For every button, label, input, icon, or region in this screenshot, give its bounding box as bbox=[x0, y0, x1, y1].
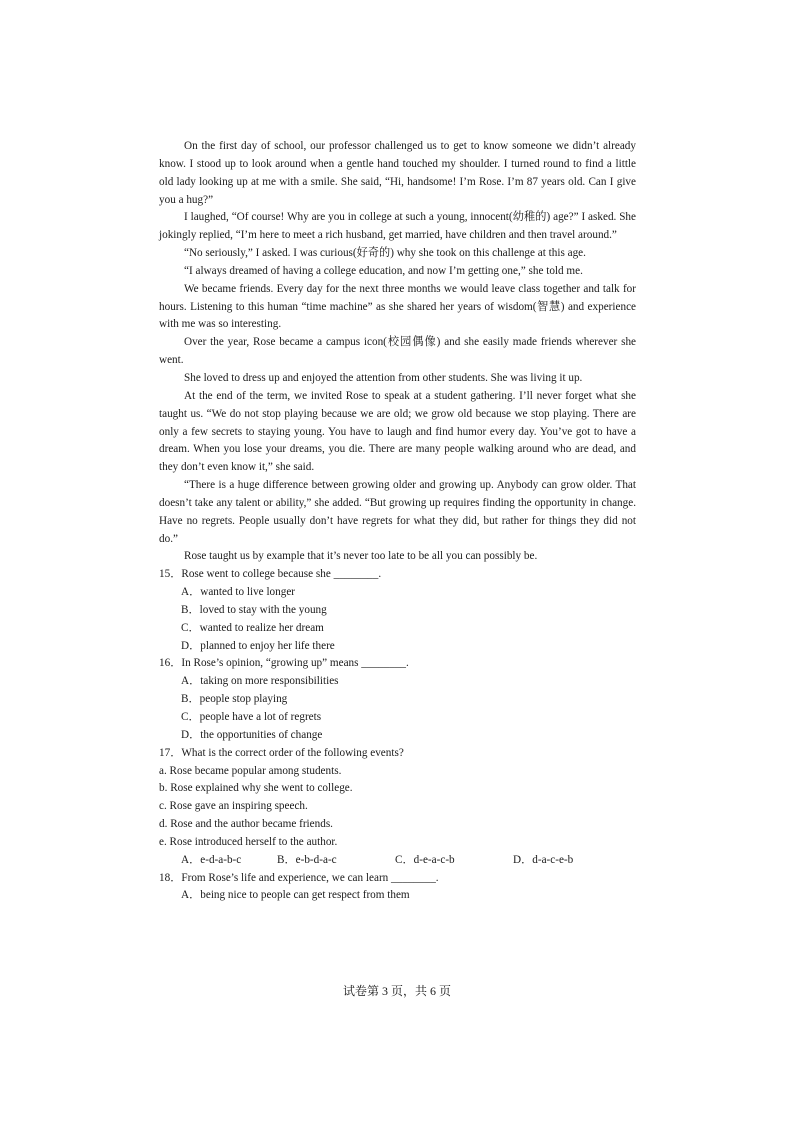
event-item: d. Rose and the author became friends. bbox=[159, 818, 333, 831]
question-15 bbox=[159, 566, 636, 655]
answer-option: C．d-e-a-c-b bbox=[395, 853, 455, 866]
answer-option: D．the opportunities of change bbox=[181, 728, 323, 741]
event-item: b. Rose explained why she went to college. bbox=[159, 782, 353, 795]
event-item: a. Rose became popular among students. bbox=[159, 764, 342, 777]
reading-passage bbox=[159, 138, 636, 566]
answer-option: A．e-d-a-b-c bbox=[181, 853, 242, 866]
answer-option: B．loved to stay with the young bbox=[181, 603, 327, 616]
passage-paragraph: I laughed, “Of course! Why are you in college at such a young, innocent(幼稚的) age?” I asked. She jokingly replied, “I’m here to meet a rich husband, get married, have children and then travel around.” bbox=[159, 211, 636, 242]
passage-paragraph: “There is a huge difference between growing older and growing up. Anybody can grow older. That doesn’t take any talent or ability,” she added. “But growing up requires finding the opportunity in change. Have no regrets. People usually don’t have regrets for what they did, but rather for things they did not do.” bbox=[159, 479, 636, 545]
passage-paragraph: On the first day of school, our professor challenged us to get to know someone we didn’t already know. I stood up to look around when a gentle hand touched my shoulder. I turned round to find a little old lady looking up at me with a smile. She said, “Hi, handsome! I’m Rose. I’m 87 years old. Can I give you a hug?” bbox=[159, 140, 636, 206]
passage-paragraph: We became friends. Every day for the next three months we would leave class together and talk for hours. Listening to this human “time machine” as she shared her years of wisdom(智慧) and experience with me was so interesting. bbox=[159, 282, 636, 331]
answer-option: A．wanted to live longer bbox=[181, 586, 296, 599]
passage-paragraph: “I always dreamed of having a college education, and now I’m getting one,” she told me. bbox=[184, 264, 583, 277]
answer-option: C．people have a lot of regrets bbox=[181, 711, 322, 723]
answer-options-row bbox=[159, 852, 636, 870]
question-stem: 16．In Rose’s opinion, “growing up” means ________. bbox=[159, 657, 409, 670]
question-16 bbox=[159, 655, 636, 744]
passage-paragraph: “No seriously,” I asked. I was curious(好奇的) why she took on this challenge at this age. bbox=[184, 247, 586, 260]
passage-paragraph: She loved to dress up and enjoyed the attention from other students. She was living it up. bbox=[184, 371, 583, 384]
question-stem: 15．Rose went to college because she ________. bbox=[159, 568, 382, 581]
question-stem: 18．From Rose’s life and experience, we can learn ________. bbox=[159, 871, 439, 884]
question-18 bbox=[159, 870, 636, 906]
event-item: c. Rose gave an inspiring speech. bbox=[159, 800, 308, 813]
answer-option: A．being nice to people can get respect from them bbox=[181, 889, 410, 902]
answer-option: B．people stop playing bbox=[181, 693, 288, 706]
answer-option: D．planned to enjoy her life there bbox=[181, 639, 335, 652]
answer-option: B．e-b-d-a-c bbox=[277, 853, 337, 866]
event-item: e. Rose introduced herself to the author. bbox=[159, 835, 338, 848]
answer-option: D．d-a-c-e-b bbox=[513, 853, 574, 866]
page-content bbox=[159, 138, 636, 905]
page-footer: 试卷第 3 页，共 6 页 bbox=[342, 984, 451, 998]
passage-paragraph: Over the year, Rose became a campus icon(校园偶像) and she easily made friends wherever she went. bbox=[159, 336, 636, 367]
answer-option: C．wanted to realize her dream bbox=[181, 621, 324, 634]
question-stem: 17．What is the correct order of the following events? bbox=[159, 746, 404, 759]
passage-paragraph: Rose taught us by example that it’s never too late to be all you can possibly be. bbox=[184, 550, 538, 563]
question-17 bbox=[159, 745, 636, 870]
answer-option: A．taking on more responsibilities bbox=[181, 675, 339, 688]
passage-paragraph: At the end of the term, we invited Rose to speak at a student gathering. I’ll never forget what she taught us. “We do not stop playing because we are old; we grow old because we stop playing. There are only a few secrets to staying young. You have to laugh and find humor every day. You’ve got to have a dream. When you lose your dreams, you die. There are many people walking around who are dead, and they don’t even know it,” she said. bbox=[159, 389, 636, 474]
